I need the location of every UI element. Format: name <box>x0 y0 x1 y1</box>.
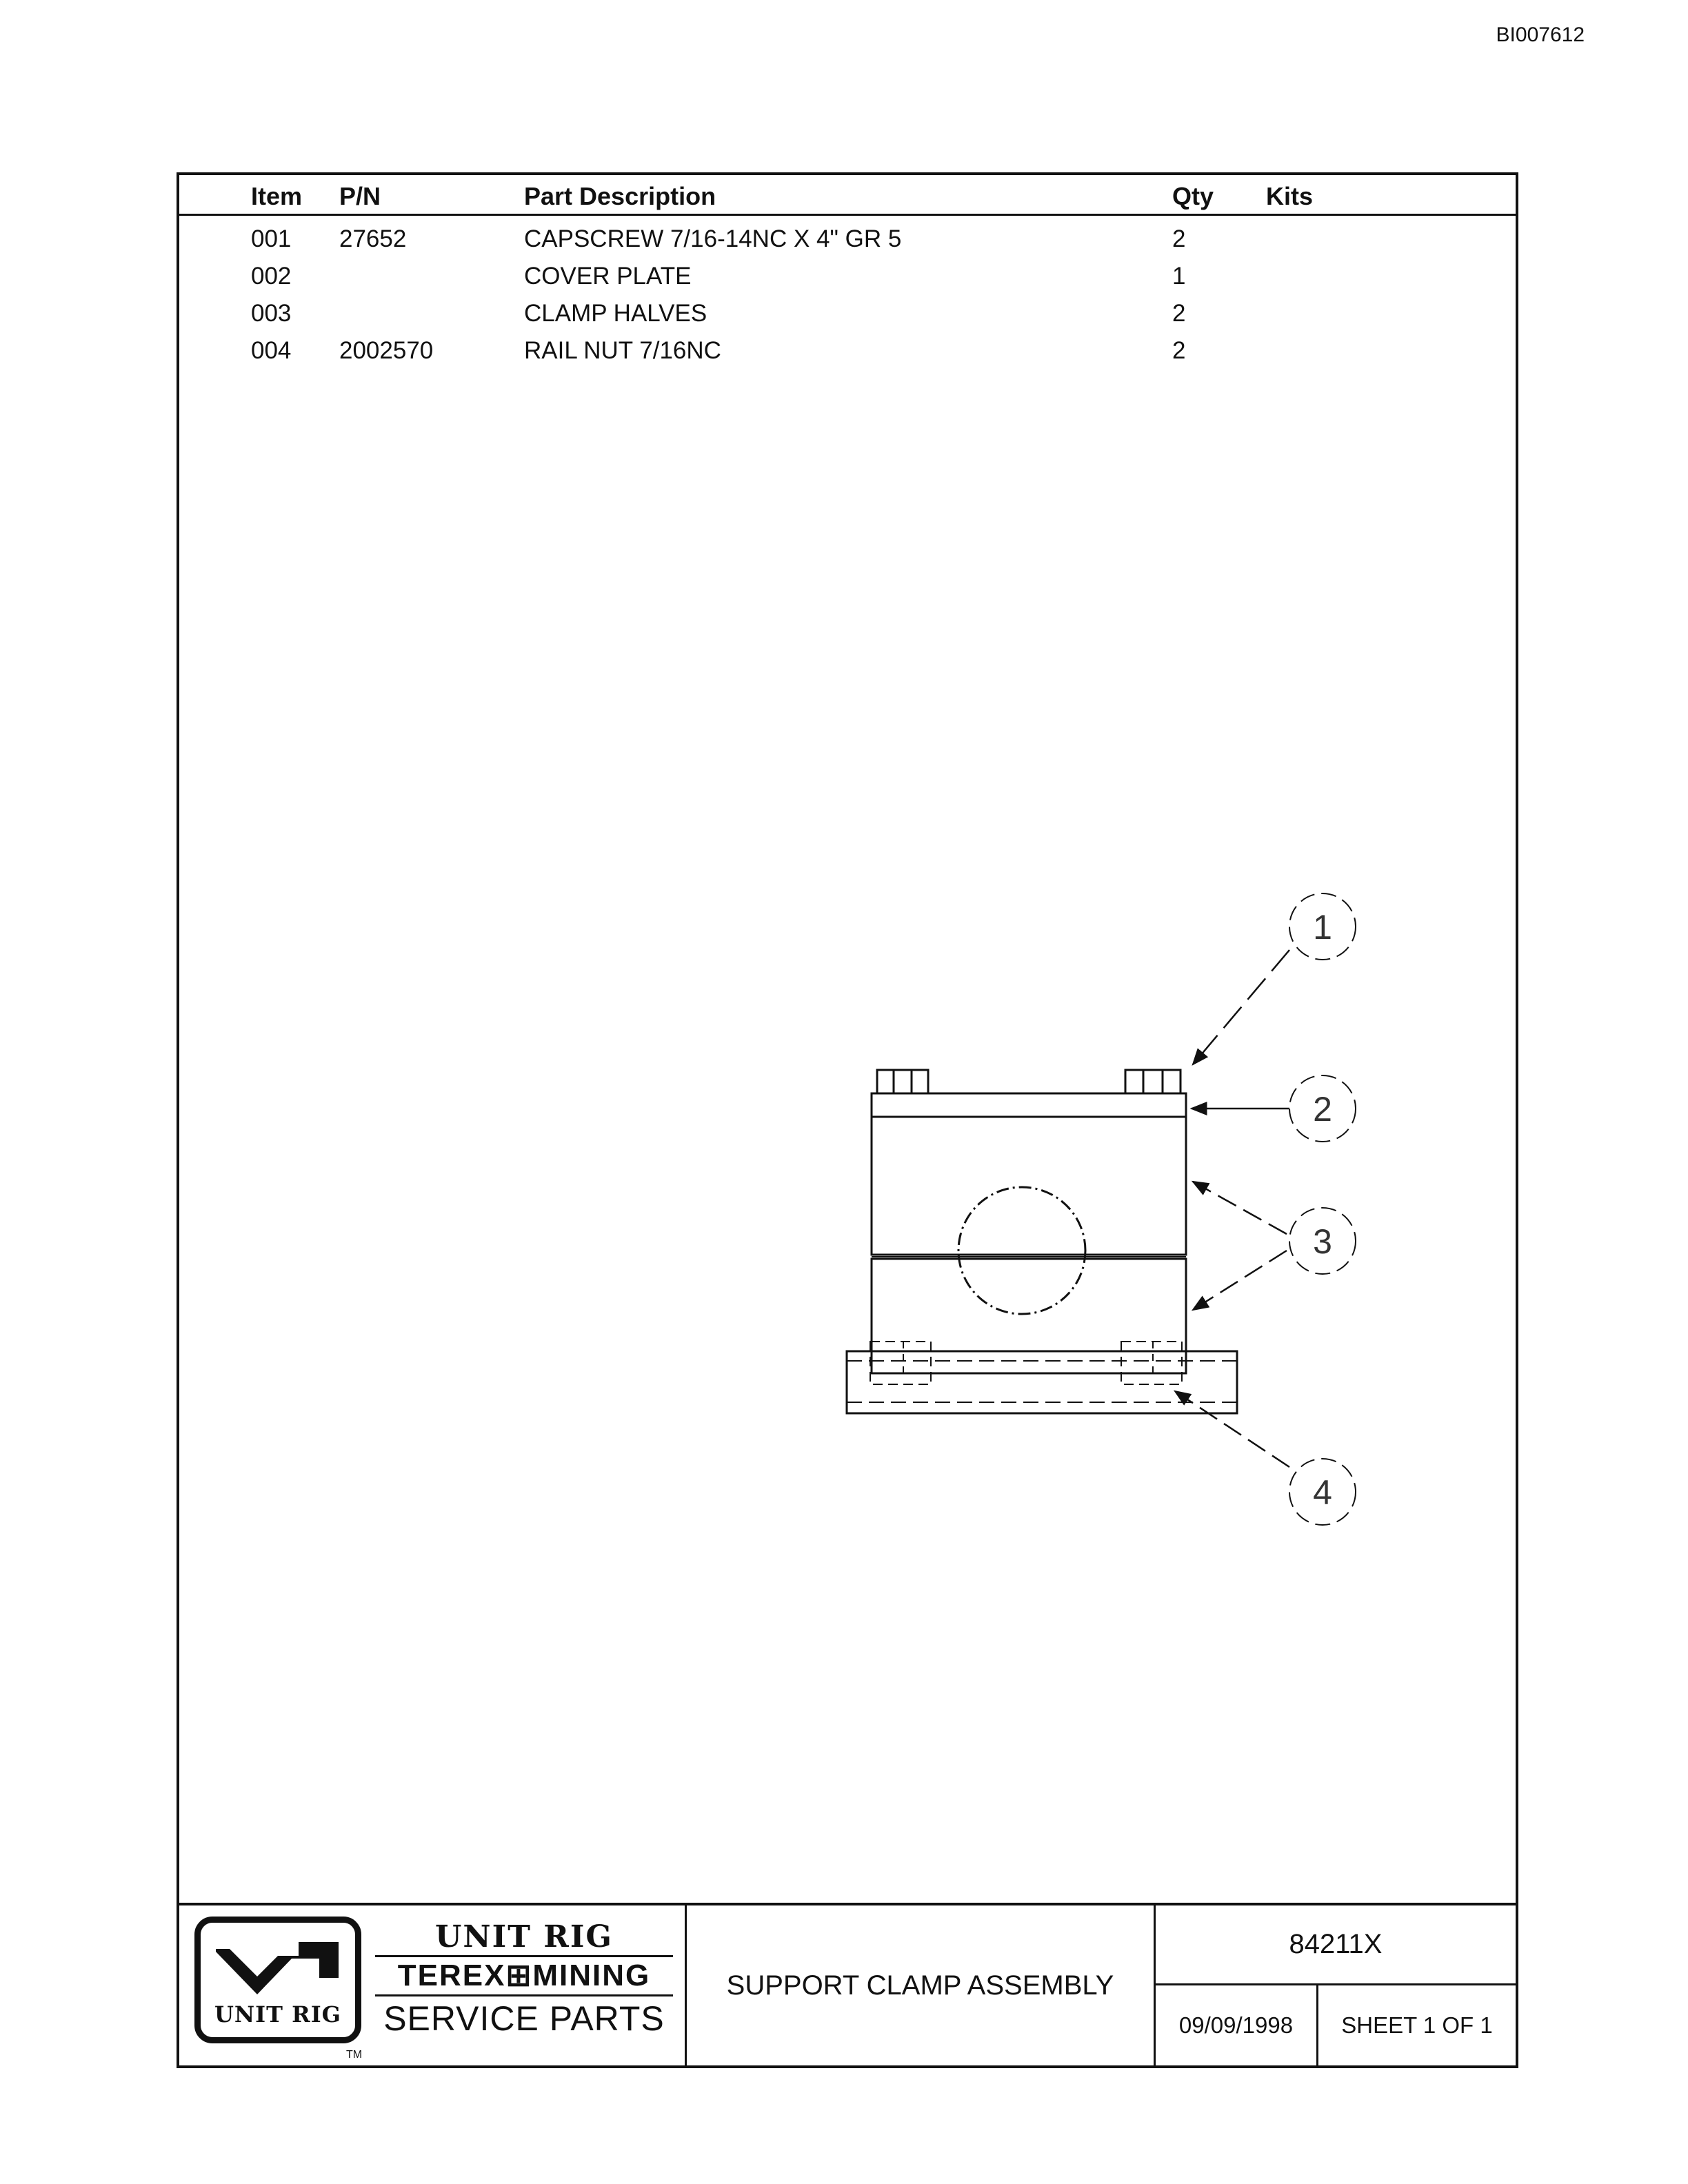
parts-table-header <box>179 175 1516 215</box>
drawing-frame <box>177 172 1518 2068</box>
table-row <box>179 215 1516 254</box>
cell-kits <box>1266 290 1516 327</box>
drawing-number: 84211X <box>1156 1905 1516 1985</box>
cell-kits <box>1266 215 1516 254</box>
cell-pn <box>339 290 524 327</box>
leader-line-3b <box>1193 1251 1287 1310</box>
drawing-title: SUPPORT CLAMP ASSEMBLY <box>687 1905 1156 2065</box>
brand-service-parts: SERVICE PARTS <box>383 1999 665 2038</box>
callout-label-2: 2 <box>1313 1090 1332 1129</box>
table-row <box>179 290 1516 327</box>
title-block-info <box>1156 1905 1516 2065</box>
cell-qty: 2 <box>1172 337 1186 364</box>
unit-rig-logo-mark <box>209 1928 347 2004</box>
pipe-bore <box>958 1187 1085 1314</box>
logo-text: UNIT RIG <box>214 2001 341 2028</box>
cell-description: CAPSCREW 7/16-14NC X 4" GR 5 <box>524 225 902 252</box>
column-header-qty: Qty <box>1172 175 1266 215</box>
drawing-date: 09/09/1998 <box>1156 1985 1318 2065</box>
sheet-number: SHEET 1 OF 1 <box>1341 2012 1493 2038</box>
rail-nut-right <box>1121 1342 1182 1384</box>
cell-pn: 2002570 <box>339 337 434 364</box>
callout-label-3: 3 <box>1313 1222 1332 1261</box>
unit-rig-logo <box>194 1917 361 2043</box>
cell-qty: 1 <box>1172 263 1186 290</box>
clamp-half-lower <box>872 1259 1186 1373</box>
column-header-kits: Kits <box>1266 175 1516 215</box>
cell-item: 003 <box>251 300 292 327</box>
table-row <box>179 253 1516 290</box>
brand-unit-rig: UNIT RIG <box>435 1919 613 1954</box>
cell-qty: 2 <box>1172 225 1186 252</box>
capscrew-head-right <box>1125 1070 1180 1093</box>
cell-item: 002 <box>251 263 292 290</box>
cell-description: COVER PLATE <box>524 263 692 290</box>
capscrew-head-left <box>877 1070 928 1093</box>
leader-line-1 <box>1193 950 1289 1064</box>
cell-description: CLAMP HALVES <box>524 300 707 327</box>
leader-line-3a <box>1193 1182 1287 1234</box>
cell-qty: 2 <box>1172 300 1186 327</box>
document-id: BI007612 <box>1496 23 1585 46</box>
column-header-pn: P/N <box>339 175 524 215</box>
cell-item: 004 <box>251 337 292 364</box>
parts-table <box>179 175 1516 365</box>
title-block-bottom-row <box>1156 1985 1516 2065</box>
brand-stack <box>375 1919 673 2041</box>
column-header-description: Part Description <box>524 175 1172 215</box>
rail-nut-left <box>870 1342 931 1384</box>
support-clamp-drawing <box>662 713 1420 1581</box>
cell-description: RAIL NUT 7/16NC <box>524 337 721 364</box>
cell-pn: 27652 <box>339 225 407 252</box>
brand-terex-mining: TEREX⊞MINING <box>375 1955 673 1996</box>
title-block <box>179 1903 1516 2065</box>
table-row <box>179 327 1516 365</box>
callout-label-4: 4 <box>1313 1473 1332 1512</box>
cell-kits <box>1266 327 1516 365</box>
column-header-item: Item <box>179 175 339 215</box>
callout-label-1: 1 <box>1313 908 1332 947</box>
cell-item: 001 <box>251 225 292 252</box>
trademark-mark: TM <box>346 2049 363 2061</box>
cell-pn <box>339 253 524 290</box>
cover-plate <box>872 1093 1186 1117</box>
cell-kits <box>1266 253 1516 290</box>
clamp-half-upper <box>872 1117 1186 1255</box>
title-block-logo-area <box>179 1905 687 2065</box>
